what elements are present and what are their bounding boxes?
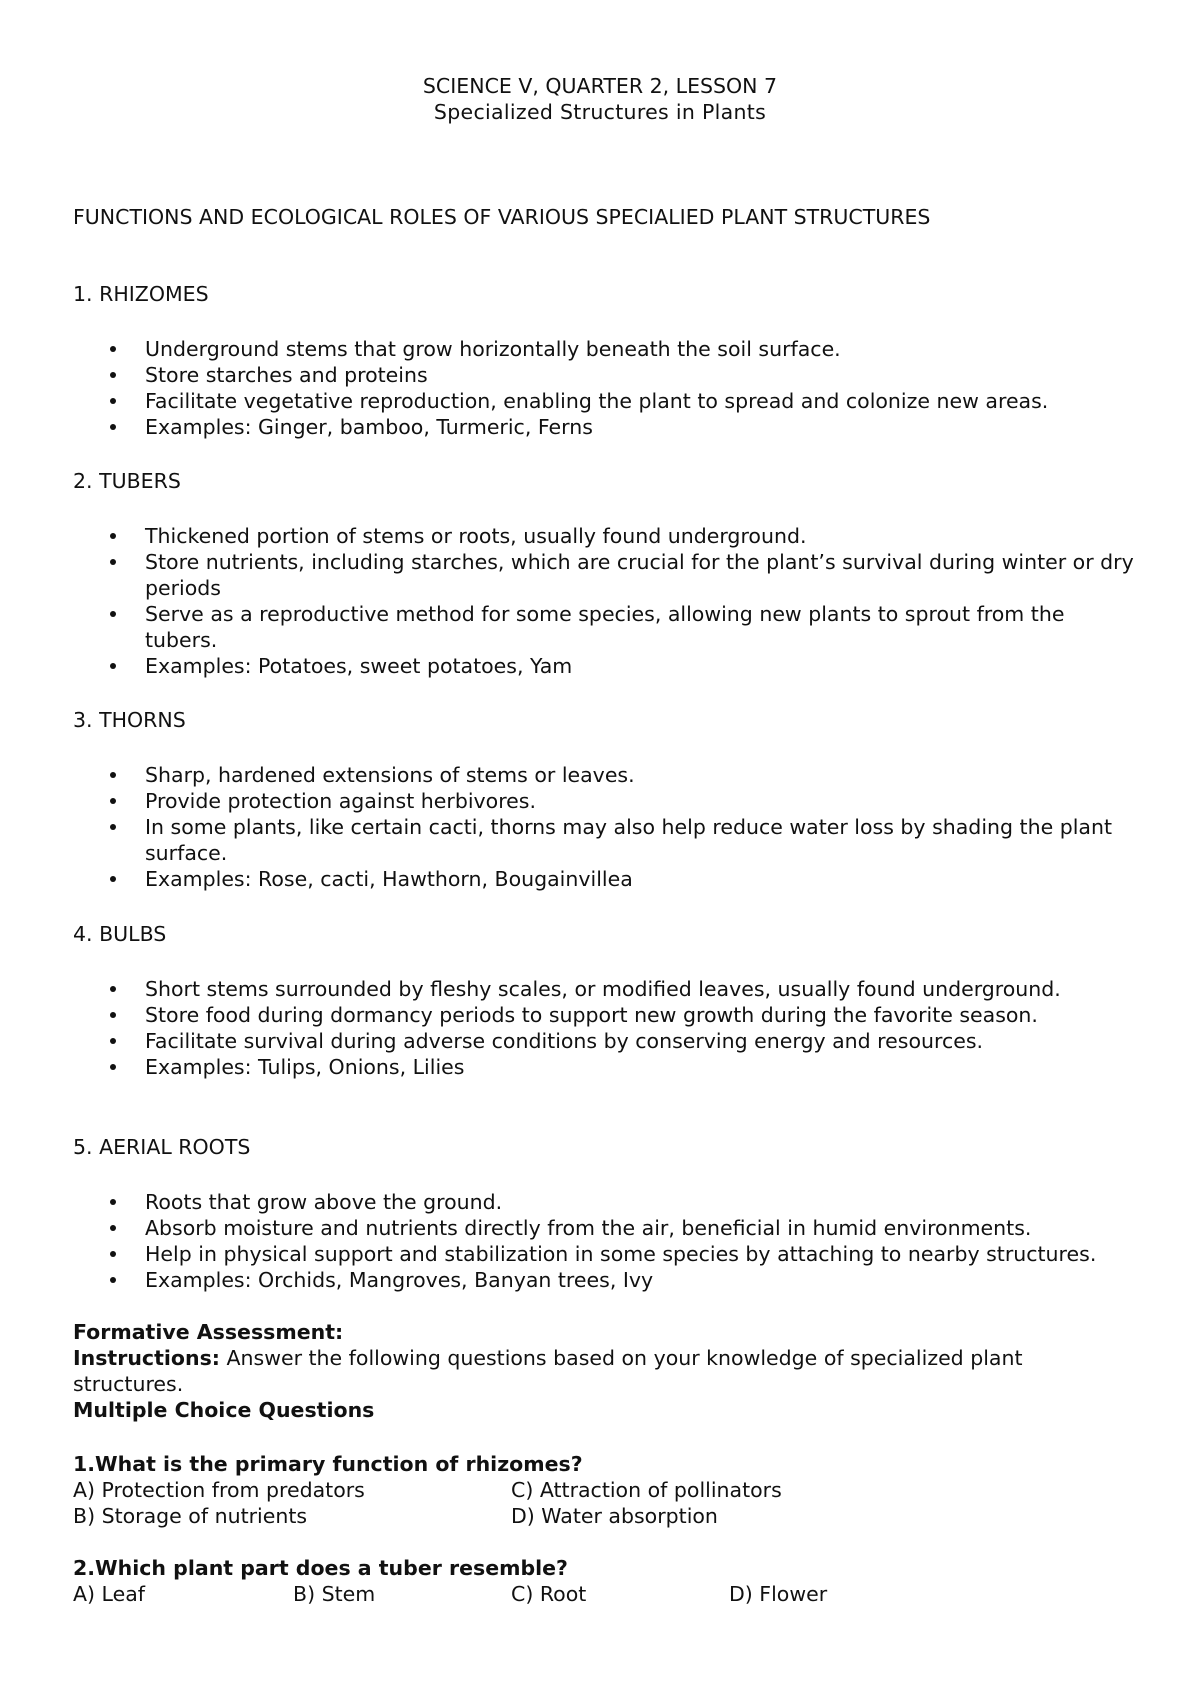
bulbs-list <box>0 976 1200 1080</box>
q1-option-c: C) Attraction of pollinators <box>511 1478 782 1502</box>
bullet-icon <box>110 398 116 404</box>
bullet-icon <box>110 611 116 617</box>
list-item: Short stems surrounded by fleshy scales, or modified leaves, usually found underground. <box>0 976 1200 1002</box>
bullet-icon <box>110 1225 116 1231</box>
list-item: Facilitate vegetative reproduction, enabling the plant to spread and colonize new areas. <box>0 388 1200 414</box>
bullet-icon <box>110 986 116 992</box>
tubers-heading: 2. TUBERS <box>73 469 181 493</box>
bullet-icon <box>110 1064 116 1070</box>
rhizomes-heading: 1. RHIZOMES <box>73 282 209 306</box>
bullet-icon <box>110 533 116 539</box>
section-heading: FUNCTIONS AND ECOLOGICAL ROLES OF VARIOUS SPECIALIED PLANT STRUCTURES <box>73 205 931 229</box>
list-item: Store starches and proteins <box>0 362 1200 388</box>
assessment-title: Formative Assessment: <box>73 1320 344 1344</box>
list-item: Thickened portion of stems or roots, usually found underground. <box>0 523 1200 549</box>
bulbs-heading: 4. BULBS <box>73 922 167 946</box>
list-item: Underground stems that grow horizontally beneath the soil surface. <box>0 336 1200 362</box>
lesson-title: SCIENCE V, QUARTER 2, LESSON 7 <box>422 74 778 98</box>
tubers-list <box>0 523 1200 679</box>
aerial-roots-heading: 5. AERIAL ROOTS <box>73 1135 251 1159</box>
list-item: Help in physical support and stabilization in some species by attaching to nearby structures. <box>0 1241 1200 1267</box>
bullet-icon <box>110 346 116 352</box>
question-1: 1.What is the primary function of rhizomes? <box>73 1452 583 1476</box>
instructions-text: Answer the following questions based on your knowledge of specialized plant structures. <box>73 1346 1023 1396</box>
thorns-list <box>0 762 1200 892</box>
bullet-icon <box>110 1199 116 1205</box>
q1-option-b: B) Storage of nutrients <box>73 1504 308 1528</box>
list-item: Examples: Tulips, Onions, Lilies <box>0 1054 1200 1080</box>
list-item: Store food during dormancy periods to support new growth during the favorite season. <box>0 1002 1200 1028</box>
list-item: Examples: Rose, cacti, Hawthorn, Bougainvillea <box>0 866 1200 892</box>
list-item: Facilitate survival during adverse conditions by conserving energy and resources. <box>0 1028 1200 1054</box>
list-item: Store nutrients, including starches, which are crucial for the plant’s survival during winter or dry periods <box>0 549 1200 601</box>
question-2: 2.Which plant part does a tuber resemble? <box>73 1556 568 1580</box>
bullet-icon <box>110 559 116 565</box>
list-item: Examples: Potatoes, sweet potatoes, Yam <box>0 653 1200 679</box>
aerial-roots-list <box>0 1189 1200 1293</box>
bullet-icon <box>110 824 116 830</box>
thorns-heading: 3. THORNS <box>73 708 186 732</box>
lesson-subtitle: Specialized Structures in Plants <box>433 100 767 124</box>
list-item: Examples: Ginger, bamboo, Turmeric, Ferns <box>0 414 1200 440</box>
bullet-icon <box>110 372 116 378</box>
q2-option-b: B) Stem <box>293 1582 376 1606</box>
bullet-icon <box>110 663 116 669</box>
assessment-instructions <box>73 1345 1133 1397</box>
q2-option-c: C) Root <box>511 1582 587 1606</box>
list-item: Sharp, hardened extensions of stems or leaves. <box>0 762 1200 788</box>
q1-option-d: D) Water absorption <box>511 1504 718 1528</box>
q1-option-a: A) Protection from predators <box>73 1478 365 1502</box>
q2-option-d: D) Flower <box>729 1582 828 1606</box>
bullet-icon <box>110 772 116 778</box>
list-item: Provide protection against herbivores. <box>0 788 1200 814</box>
bullet-icon <box>110 798 116 804</box>
list-item: Serve as a reproductive method for some species, allowing new plants to sprout from the tubers. <box>0 601 1200 653</box>
bullet-icon <box>110 1012 116 1018</box>
list-item: Examples: Orchids, Mangroves, Banyan trees, Ivy <box>0 1267 1200 1293</box>
bullet-icon <box>110 876 116 882</box>
q2-option-a: A) Leaf <box>73 1582 145 1606</box>
bullet-icon <box>110 1038 116 1044</box>
list-item: Roots that grow above the ground. <box>0 1189 1200 1215</box>
bullet-icon <box>110 1277 116 1283</box>
mc-title: Multiple Choice Questions <box>73 1398 375 1422</box>
bullet-icon <box>110 424 116 430</box>
bullet-icon <box>110 1251 116 1257</box>
instructions-label: Instructions: <box>73 1346 220 1370</box>
list-item: Absorb moisture and nutrients directly from the air, beneficial in humid environments. <box>0 1215 1200 1241</box>
rhizomes-list <box>0 336 1200 440</box>
list-item: In some plants, like certain cacti, thorns may also help reduce water loss by shading the plant surface. <box>0 814 1200 866</box>
